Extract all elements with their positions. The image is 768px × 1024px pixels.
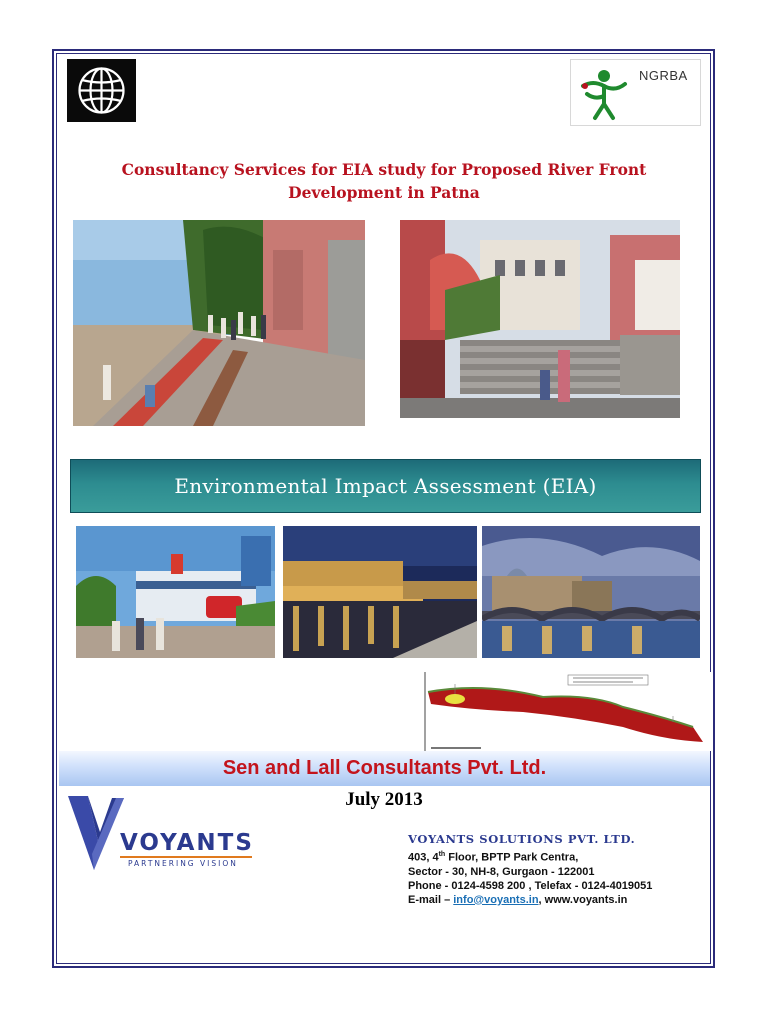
report-title: [70, 158, 698, 204]
eia-title-text: Environmental Impact Assessment (EIA): [174, 474, 597, 498]
phone-line: Phone - 0124-4598 200 , Telefax - 0124-4019051: [408, 879, 653, 892]
report-date: July 2013: [345, 789, 423, 810]
voyants-logo-text: VOYANTS: [120, 830, 254, 856]
voyants-logo-tagline: PARTNERING VISION: [128, 859, 238, 868]
address-line-1-sup: th: [438, 851, 446, 858]
photo-ghat-riverside: [73, 220, 365, 426]
consultant-name: Sen and Lall Consultants Pvt. Ltd.: [222, 757, 547, 779]
ngrba-logo: [570, 59, 701, 126]
email-label: E-mail –: [408, 893, 454, 906]
email-link[interactable]: info@voyants.in: [453, 893, 539, 906]
world-bank-globe-icon: [67, 59, 136, 122]
address-line-2: Sector - 30, NH-8, Gurgaon - 122001: [408, 865, 595, 878]
partner-address-block: [408, 832, 708, 907]
photo-riverfront-plaza: [76, 526, 275, 658]
partner-company-name: VOYANTS SOLUTIONS PVT. LTD.: [408, 832, 636, 846]
eia-title-banner: [70, 459, 701, 513]
river-front-map: [423, 672, 713, 751]
email-line: [408, 893, 708, 907]
ngrba-logo-text: NGRBA: [639, 68, 688, 83]
voyants-logo: [66, 792, 256, 874]
consultant-banner: [59, 751, 710, 786]
address-line-1: [408, 848, 708, 865]
website-text: , www.voyants.in: [538, 893, 628, 906]
photo-night-riverfront: [283, 526, 477, 658]
report-title-line2: Development in Patna: [288, 183, 480, 202]
address-line-1-post: Floor, BPTP Park Centra,: [445, 851, 579, 864]
voyants-logo-underline: [120, 856, 252, 858]
photo-temple-steps: [400, 220, 680, 418]
address-line-1-pre: 403, 4: [408, 851, 439, 864]
ngrba-tree-figure-icon: [573, 60, 633, 126]
photo-bridge-dusk: [482, 526, 700, 658]
report-title-line1: Consultancy Services for EIA study for Proposed River Front: [121, 160, 647, 179]
